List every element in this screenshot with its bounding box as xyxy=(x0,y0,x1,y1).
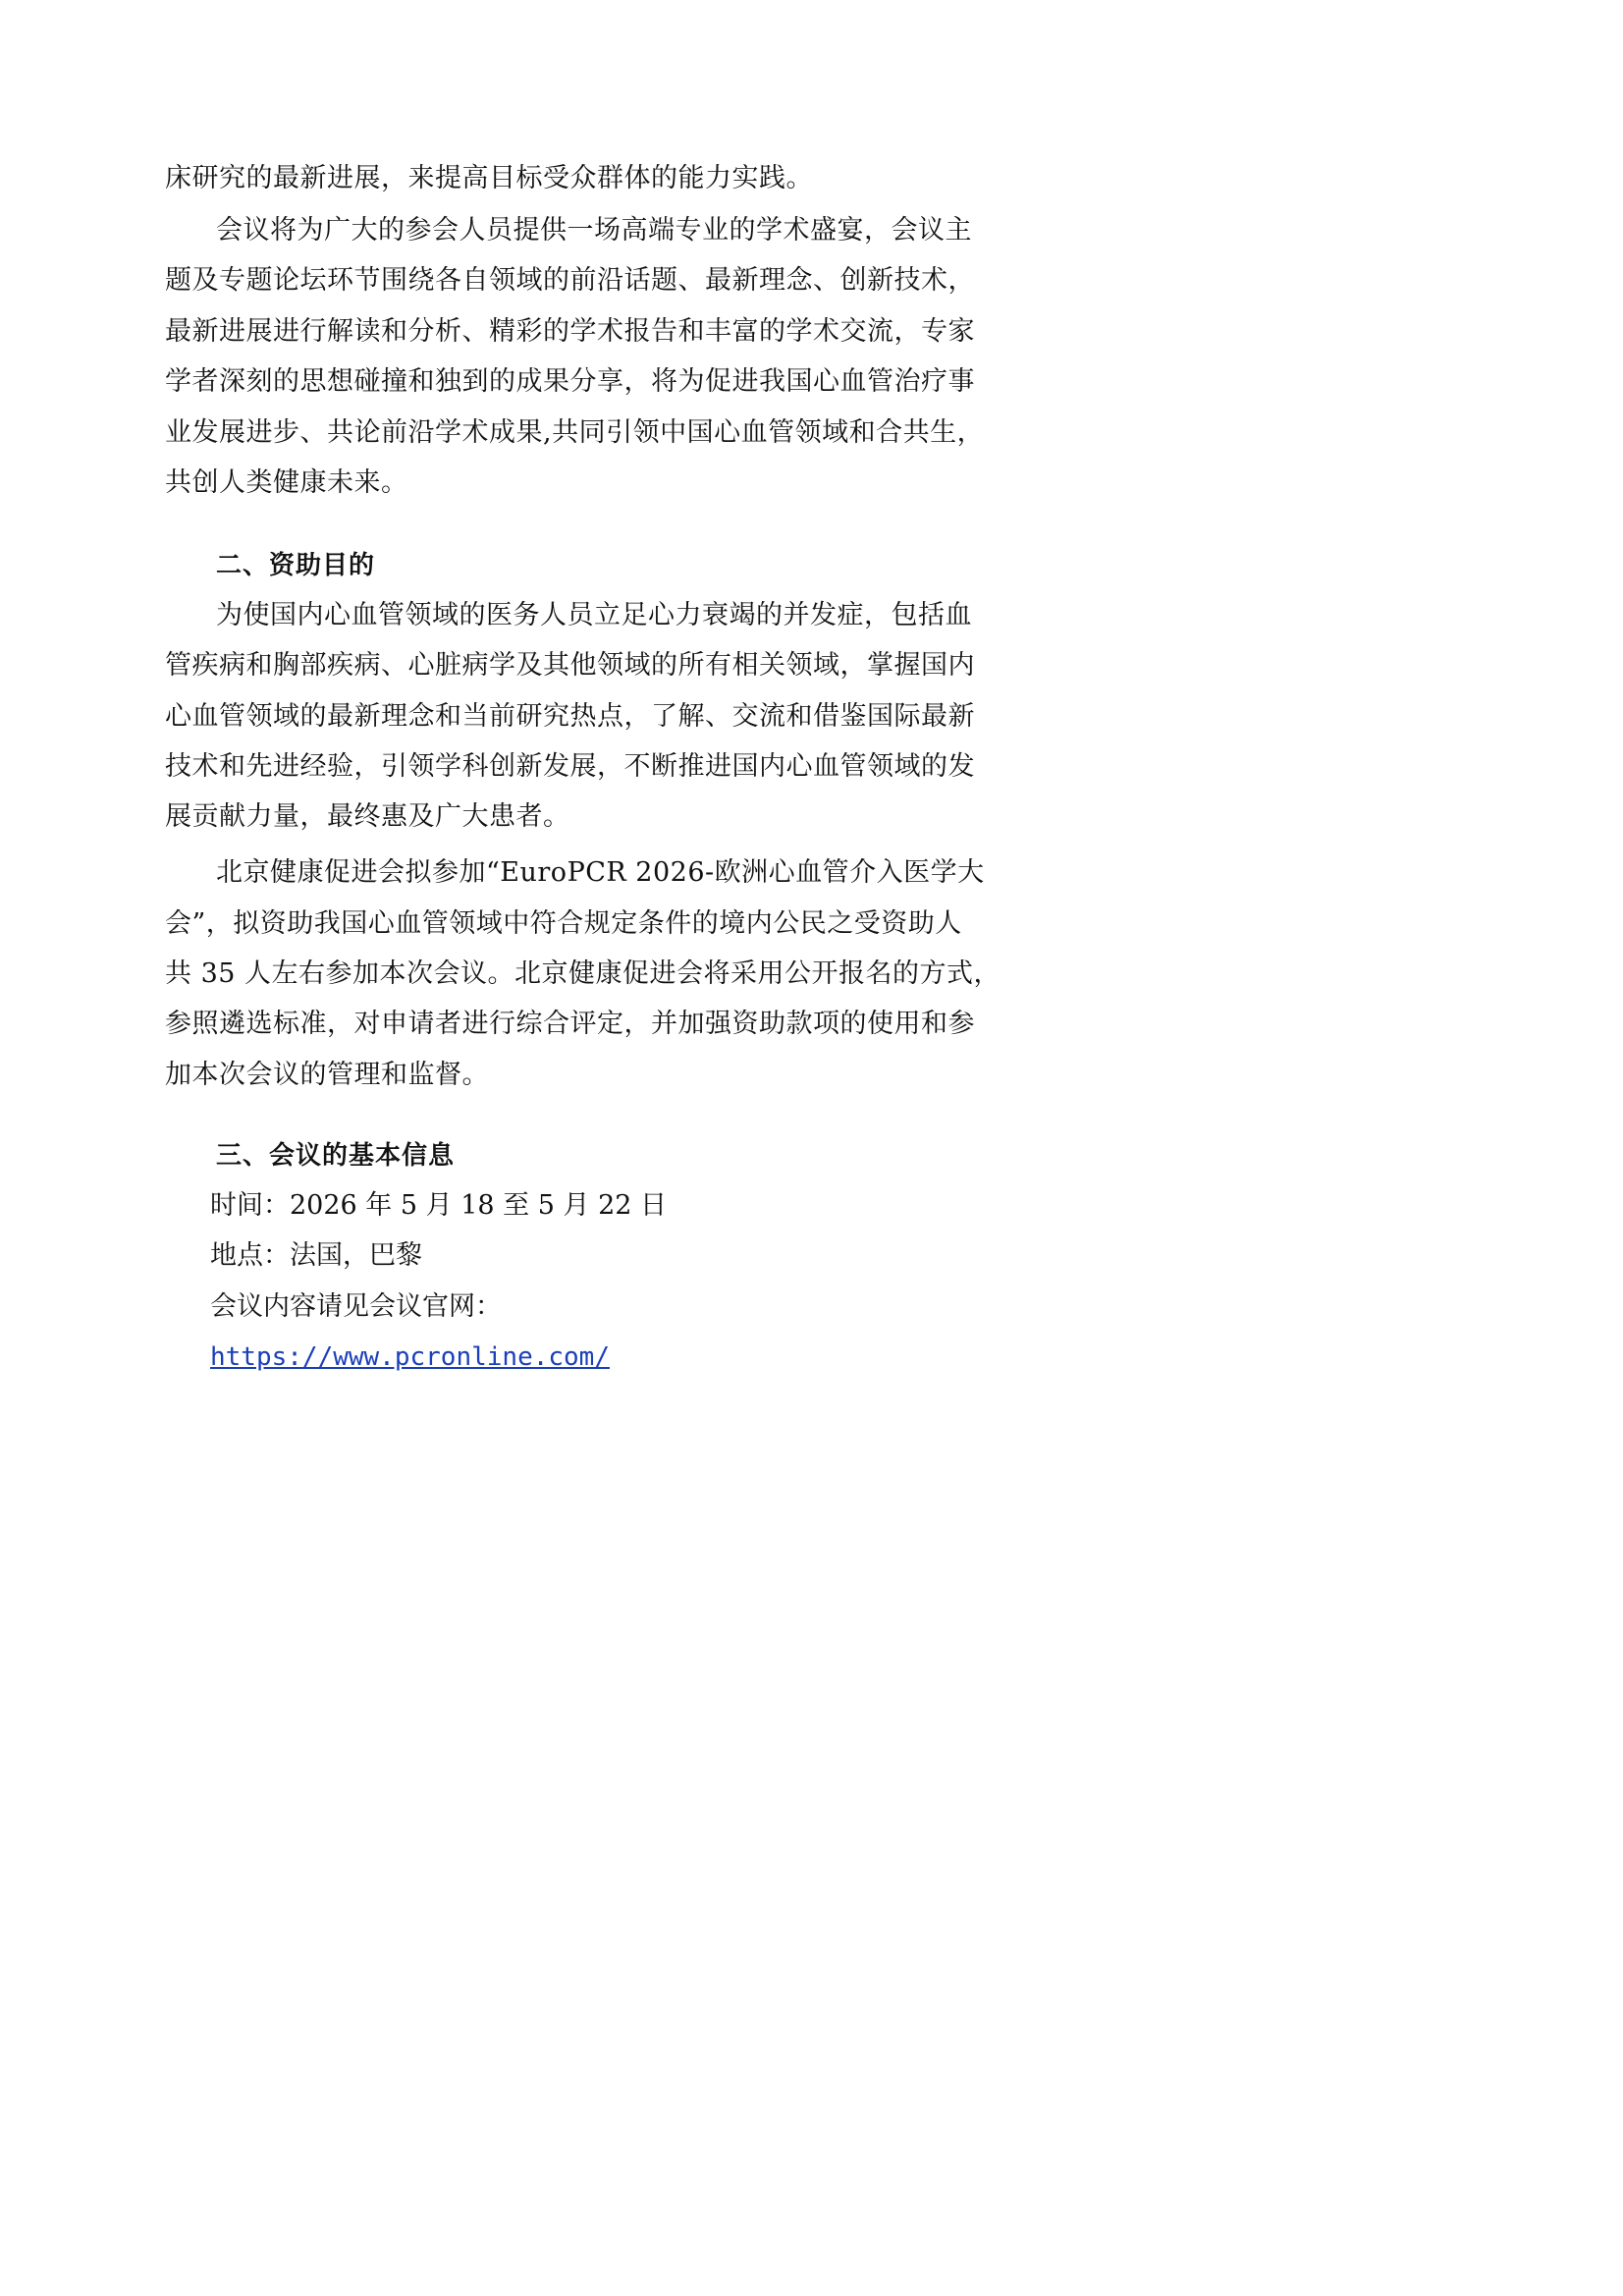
meeting-location: 地点：法国，巴黎 xyxy=(210,1240,422,1271)
document-page xyxy=(0,0,1080,1528)
intro-paragraph-line: 题及专题论坛环节围绕各自领域的前沿话题、最新理念、创新技术， xyxy=(165,265,975,296)
section2-paragraph1-line: 心血管领域的最新理念和当前研究热点，了解、交流和借鉴国际最新 xyxy=(165,701,975,732)
section2-paragraph1-line: 为使国内心血管领域的医务人员立足心力衰竭的并发症，包括血 xyxy=(216,600,972,630)
section2-heading: 二、资助目的 xyxy=(216,551,376,580)
intro-paragraph-line: 共创人类健康未来。 xyxy=(165,467,408,498)
section2-paragraph1-line: 技术和先进经验，引领学科创新发展，不断推进国内心血管领域的发 xyxy=(165,751,975,782)
meeting-content-note: 会议内容请见会议官网： xyxy=(210,1291,502,1322)
intro-tail-line: 床研究的最新进展，来提高目标受众群体的能力实践。 xyxy=(165,163,813,193)
section2-paragraph2-line: 参照遴选标准，对申请者进行综合评定，并加强资助款项的使用和参 xyxy=(165,1009,975,1039)
section2-paragraph2-line: 加本次会议的管理和监督。 xyxy=(165,1060,489,1090)
section2-paragraph1-line: 管疾病和胸部疾病、心脏病学及其他领域的所有相关领域，掌握国内 xyxy=(165,650,975,681)
intro-paragraph-line: 会议将为广大的参会人员提供一场高端专业的学术盛宴，会议主 xyxy=(216,215,972,246)
intro-paragraph-line: 学者深刻的思想碰撞和独到的成果分享，将为促进我国心血管治疗事 xyxy=(165,366,975,397)
meeting-website-link[interactable]: https://www.pcronline.com/ xyxy=(210,1342,610,1372)
meeting-time: 时间：2026 年 5 月 18 至 5 月 22 日 xyxy=(210,1190,668,1221)
intro-paragraph-line: 最新进展进行解读和分析、精彩的学术报告和丰富的学术交流，专家 xyxy=(165,316,975,347)
intro-paragraph-line: 业发展进步、共论前沿学术成果,共同引领中国心血管领域和合共生， xyxy=(165,417,985,448)
section2-paragraph2-line: 北京健康促进会拟参加“EuroPCR 2026-欧洲心血管介入医学大 xyxy=(216,857,985,888)
section3-heading: 三、会议的基本信息 xyxy=(216,1141,456,1171)
section2-paragraph2-line: 共 35 人左右参加本次会议。北京健康促进会将采用公开报名的方式， xyxy=(165,958,1001,989)
section2-paragraph2-line: 会”，拟资助我国心血管领域中符合规定条件的境内公民之受资助人 xyxy=(165,908,962,939)
section2-paragraph1-line: 展贡献力量，最终惠及广大患者。 xyxy=(165,801,570,832)
